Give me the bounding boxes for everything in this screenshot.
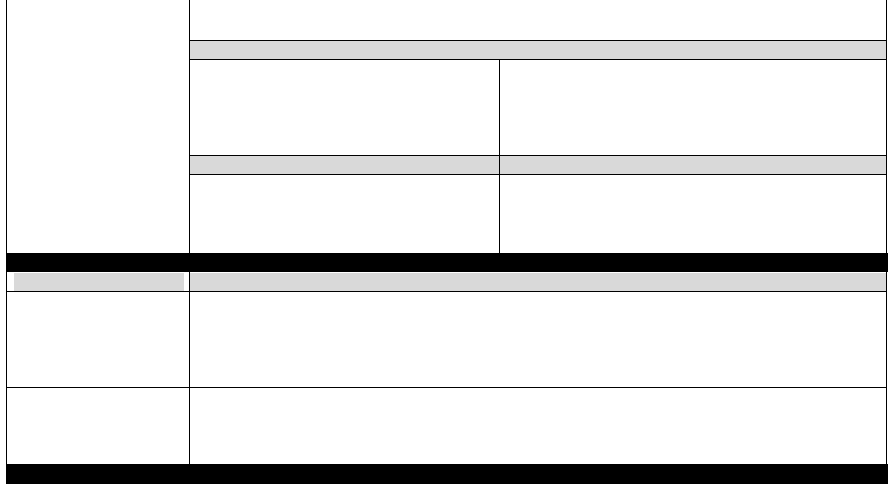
divider-left-edge <box>6 0 7 468</box>
stage3-bar <box>6 464 888 484</box>
acquisition-header <box>189 155 886 175</box>
stage2-bar <box>6 253 888 272</box>
meaning-header <box>189 40 886 60</box>
divider-evidence-rows <box>6 387 887 388</box>
divider-stage2-criteria <box>6 291 887 292</box>
divider-column-1 <box>189 0 190 254</box>
divider-column-mid <box>499 60 500 254</box>
assessment-evidence-header <box>190 273 886 291</box>
evaluative-criteria-header <box>14 273 184 291</box>
divider-right-edge <box>886 0 887 468</box>
divider-column-1-stage2 <box>189 272 190 465</box>
